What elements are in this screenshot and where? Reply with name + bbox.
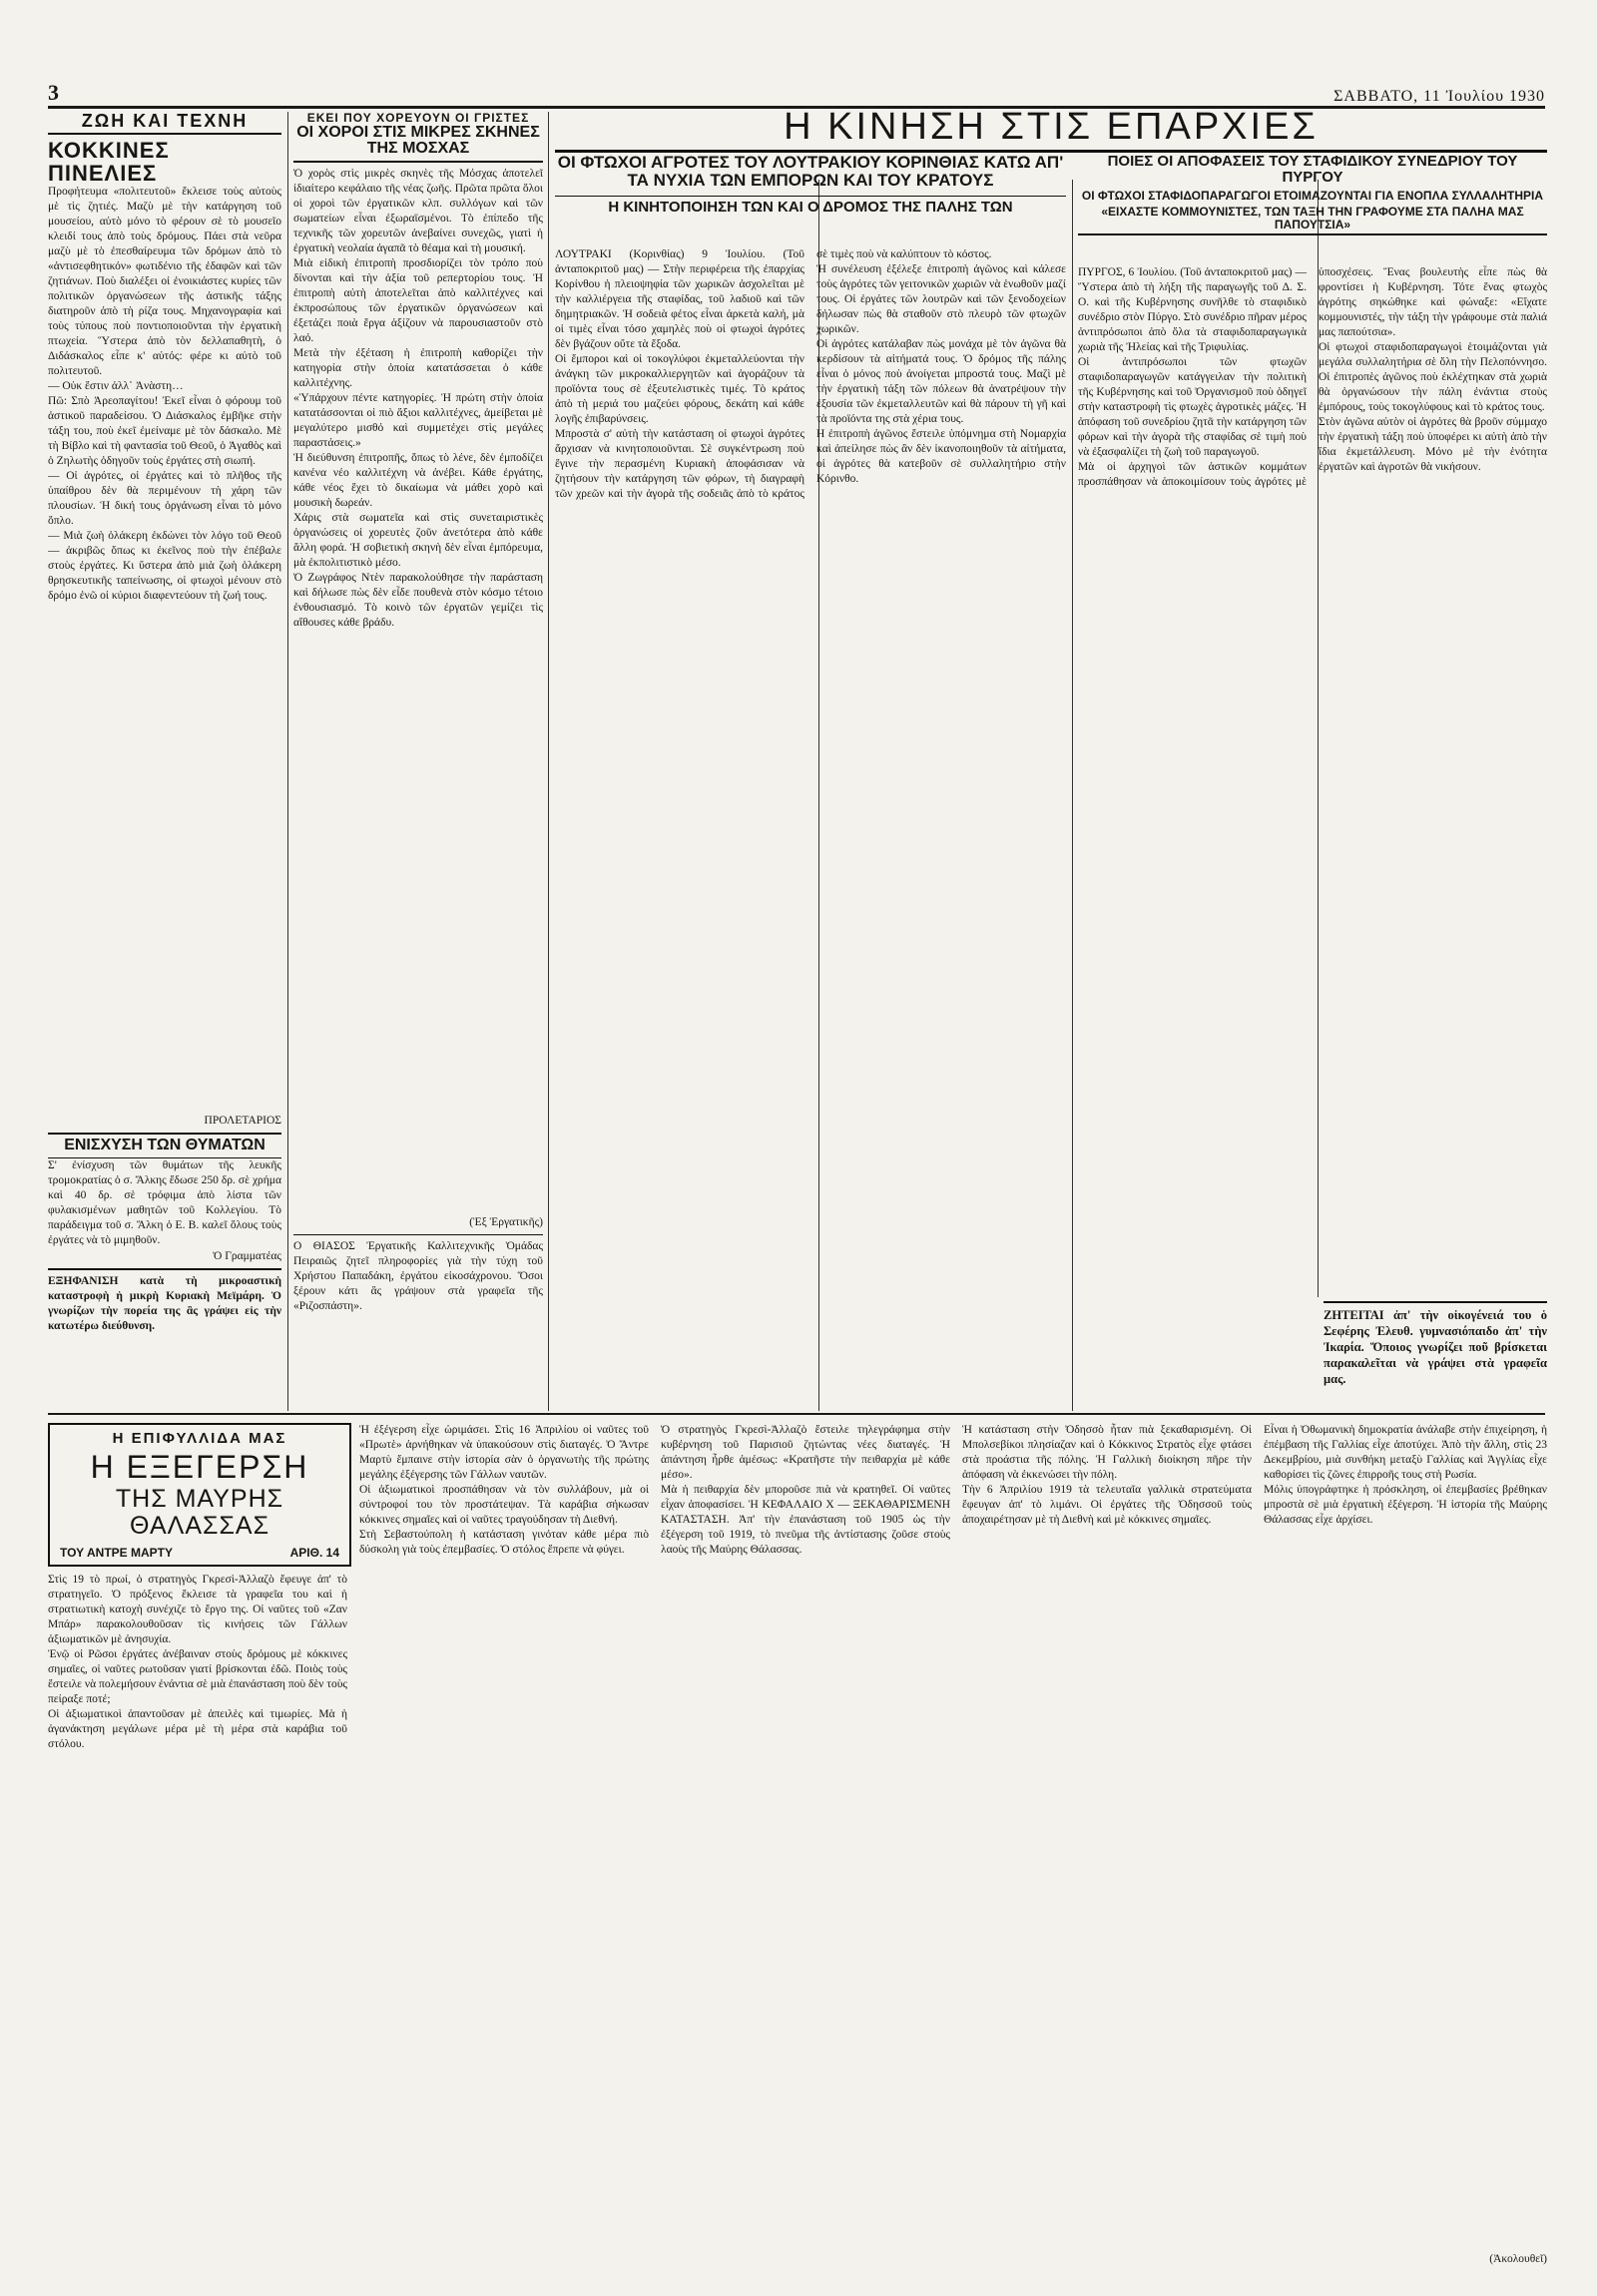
page-number: 3 — [48, 80, 59, 105]
serial-author: ΤΟΥ ΑΝΤΡΕ ΜΑΡΤΥ — [60, 1545, 174, 1560]
article-body: Προφήτευμα «πολιτευτοῦ» ἔκλεισε τοὺς αὐτοὺς μὲ τὶς ζητιές. Μαζὺ μὲ τὴν κατάργηση τοῦ μουσείου, αὐτὸ μόνο τὸ φέρουν σὲ τὸ μουσεῖο κλειδί τους ἀπὸ τοὺς δρόμους. Πάει στὰ νεῦρα μαζὺ μὲ τὸ ἐπεσθαίρευμα τῶν δρόμων ἀπὸ τὸ «ἀντισεφθητικόν» φωτιδένιο τῆς ἐδαφῶν καὶ τῶν ζητιάνων. Ποὺ διαλέξει οἱ ἐνοικιάστες κυρίες τῶν πολιτικῶν ὀργανώσεων τῆς ἀστικῆς τάξης διατηροῦν ἀπὸ τὴ ρίζα τους. Μηχανογραφία καὶ τοὺς τύπους ποὺ ποντιοποιοῦνται τὴν ἐργατικὴ πτωχεία. Ὕστερα ἀπὸ τὸν δελλαπαθητὴ, ὁ Διδάσκαλος εἶπε κ' αὐτός: φέρε κι αὐτὸ τοῦ πολιτευτοῦ. — Οὐκ ἔστιν ἀλλ᾽ Ἀνὰστη… Πῶ: Σπὸ Ἀρεοπαγίτου! Ἐκεῖ εἶναι ὁ φόρουμ τοῦ ἀστικοῦ παραδείσου. Ὁ Διάσκαλος ἐμβῆκε στὴν τάξη του, ποὺ ἐκεῖ ἐμείναμε μὲ τὸν δάσκαλο. Μὲ τὴ Βίβλο καὶ τὴ φαντασία τοῦ Θεοῦ, ὁ Ἀγαθὸς καὶ ὁ Ζηλωτὴς ὁδηγοῦν τοὺς ἐργάτες στὴ σιωπή. — Οἱ ἀγρότες, οἱ ἐργάτες καὶ τὸ πλῆθος τῆς ὑπαίθρου δὲν θὰ περιμένουν τὴ χάρη τῶν πλουσίων. Ἡ δική τους ὀργάνωση εἶναι τὸ μόνο ὅπλο. — Μιὰ ζωὴ ὁλάκερη ἐκδώνει τὸν λόγο τοῦ Θεοῦ — ἀκριβῶς ὅπως κι ἐκεῖνος ποὺ τὴν ἐπέβαλε στοὺς ἐργάτες. Κι ὕστερα ἀπὸ μιὰ ζωὴ ὁλάκερη θρησκευτικῆς ταπείνωσης, οἱ φτωχοὶ μένουν στὸ δρόμο ἐνῶ οἱ κύριοι διαφεντεύουν τὴ ζωή τους. — [48, 186, 281, 603]
column-rule — [1072, 180, 1073, 1411]
serial-column-5: Εἶναι ἡ Ὀθωμανικὴ δημοκρατία ἀνάλαβε στὴν ἐπιχείρηση, ἡ ἐπέμβαση τῆς Γαλλίας εἶχε ἀποτύχει. Ἀπὸ τὴν ἄλλη, στὶς 23 Δεκεμβρίου, μιὰ συνθήκη μεταξὺ Γαλλίας καὶ Ἀγγλίας εἶχε καθορίσει τὶς ζῶνες ἐπιρροῆς τους στὴ Ρωσία. Μόλις ὑπογράφτηκε ἡ πρόσκληση, οἱ ἐπεμβασίες βρέθηκαν μπροστὰ σὲ μιὰ ἐργατικὴ ἐξέγερση. Ἡ ἱστορία τῆς Μαύρης Θάλασσας εἶχε ἀρχίσει. — [1264, 1424, 1547, 1526]
pyrgos-body — [1078, 265, 1547, 1297]
article-subtitle: ΟΙ ΦΤΩΧΟΙ ΣΤΑΦΙΔΟΠΑΡΑΓΩΓΟΙ ΕΤΟΙΜΑΖΟΥΝΤΑΙ ΓΙΑ ΕΝΟΠΛΑ ΣΥΛΛΑΛΗΤΗΡΙΑ — [1081, 188, 1544, 203]
masthead — [48, 80, 1545, 109]
serial-title-box — [48, 1423, 351, 1567]
serial-divider — [48, 1413, 1545, 1415]
loutraki-headline — [555, 150, 1066, 245]
serial-column-1: Στὶς 19 τὸ πρωί, ὁ στρατηγὸς Γκρεσὶ-Ἀλλαζὸ ἔφευγε ἀπ' τὸ στρατηγεῖο. Ὁ πρόξενος ἔκλεισε τὰ γραφεῖα του καὶ ἡ στρατιωτικὴ κατοχὴ συνέχιζε τὸ ἔργο της. Οἱ ναῦτες τοῦ «Ζαν Μπάρ» παρακολουθοῦσαν τὶς κινήσεις τῶν Γάλλων ἀξιωματικῶν μὲ ἀνησυχία. Ἐνῷ οἱ Ρῶσοι ἐργάτες ἀνέβαιναν στοὺς δρόμους μὲ κόκκινες σημαῖες, οἱ ναῦτες ρωτοῦσαν γιατί βρίσκονται ἐδῶ. Ποιὸς τοὺς ἔστειλε νὰ πολεμήσουν ἐνάντια σὲ μιὰ ἐπανάσταση ποὺ δὲν τοὺς πείραξε ποτέ; Οἱ ἀξιωματικοὶ ἀπαντοῦσαν μὲ ἀπειλὲς καὶ τιμωρίες. Μὰ ἡ ἀγανάκτηση μεγάλωνε μέρα μὲ τὴ μέρα στὰ καράβια τοῦ στόλου. — [48, 1574, 347, 1750]
moscow-column — [293, 112, 543, 1409]
article-source: (Ἐξ Ἐργατικῆς) — [469, 1216, 543, 1229]
article-title-2: ΕΝΙΣΧΥΣΗ ΤΩΝ ΘΥΜΑΤΩΝ — [48, 1133, 281, 1158]
serial-number: ΑΡΙΘ. 14 — [289, 1545, 339, 1560]
article-title: ΠΟΙΕΣ ΟΙ ΑΠΟΦΑΣΕΙΣ ΤΟΥ ΣΤΑΦΙΔΙΚΟΥ ΣΥΝΕΔΡΙΟΥ ΤΟΥ ΠΥΡΓΟΥ — [1107, 153, 1518, 186]
serial-title-line-1: Η ΕΞΕΓΕΡΣΗ — [90, 1448, 309, 1485]
serial-title-line-2: ΤΗΣ ΜΑΥΡΗΣ ΘΑΛΑΣΣΑΣ — [115, 1485, 284, 1540]
serial-section — [48, 1423, 1547, 2281]
wanted-notice — [1324, 1301, 1547, 1409]
serial-header: Η ΕΠΙΦΥΛΛΙΔΑ ΜΑΣ — [112, 1430, 287, 1447]
serial-column-4: Ἡ κατάσταση στὴν Ὀδησσὸ ἦταν πιὰ ξεκαθαρισμένη. Οἱ Μπολσεβίκοι πλησίαζαν καὶ ὁ Κόκκινος Στρατὸς εἶχε φτάσει στὰ προάστια τῆς πόλης. Ἡ Γαλλικὴ διοίκηση πῆρε τὴν ἀπόφαση νὰ ἐκκενώσει τὴν πόλη. Τὴν 6 Ἀπριλίου 1919 τὰ τελευταῖα γαλλικὰ στρατεύματα ἔφευγαν ἀπ' τὸ λιμάνι. Οἱ ἐργάτες τῆς Ὀδησσοῦ τοὺς ἀποχαιρέτησαν μὲ τὴ Διεθνὴ καὶ μὲ κόκκινες σημαῖες. — [962, 1424, 1252, 1526]
dateline: ΣΑΒΒΑΤΟ, 11 Ἰουλίου 1930 — [1333, 88, 1545, 105]
pyrgos-headline — [1078, 150, 1547, 261]
article-quote: «ΕΙΧΑΣΤΕ ΚΟΜΜΟΥΝΙΣΤΕΣ, ΤΩΝ ΤΑΞΗ ΤΗΝ ΓΡΑΦΟΥΜΕ ΣΤΑ ΠΑΛΗΑ ΜΑΣ ΠΑΠΟΥΤΣΙΑ» — [1078, 206, 1547, 235]
article-title: ΟΙ ΦΤΩΧΟΙ ΑΓΡΟΤΕΣ ΤΟΥ ΛΟΥΤΡΑΚΙΟΥ ΚΟΡΙΝΘΙΑΣ ΚΑΤΩ ΑΠ' ΤΑ ΝΥΧΙΑ ΤΩΝ ΕΜΠΟΡΩΝ ΚΑΙ ΤΟΥ ΚΡΑΤΟΥΣ — [557, 153, 1064, 190]
banner-title: Η ΚΙΝΗΣΗ ΣΤΙΣ ΕΠΑΡΧΙΕΣ — [555, 108, 1547, 153]
section-heading: ΖΩΗ ΚΑΙ ΤΕΧΝΗ — [48, 112, 281, 135]
article-body: Ὁ χορὸς στὶς μικρὲς σκηνὲς τῆς Μόσχας ἀποτελεῖ ἰδιαίτερο κεφάλαιο τῆς νέας ζωῆς. Πρῶτα πρῶτα ὅλοι οἱ χοροὶ τῶν ἐργατικῶν κλπ. συλλόγων καὶ τῶν σωματείων εἶναι ἐξωραϊσμένοι. Τὸ ἐπίπεδο τῆς τεχνικῆς τῶν χορευτῶν ἀνεβαίνει συνεχῶς, γιατὶ ἡ ἐργατικὴ νεολαία ἀγαπᾶ τὸ θέαμα καὶ τὴ μουσική. Μιὰ εἰδικὴ ἐπιτροπὴ προσδιορίζει τὸν τρόπο ποὺ δίνονται καὶ τὴν ἀξία τοῦ ρεπερτορίου τους. Ἡ ἐπιτροπὴ αὐτὴ ἀποτελεῖται ἀπὸ καλλιτέχνες καὶ ἐκπροσώπους τῶν ἐργατικῶν ὀργανώσεων καὶ ἐξετάζει ποιὰ ἔργα ἀξίζουν νὰ παρουσιαστοῦν στὸ λαό. Μετὰ τὴν ἐξέταση ἡ ἐπιτροπὴ καθορίζει τὴν κατηγορία στὴν ὁποία κατατάσσεται ὁ κάθε καλλιτέχνης. «Ὑπάρχουν πέντε κατηγορίες. Ἡ πρώτη στὴν ὁποία κατατάσσονται οἱ πιὸ ἄξιοι καλλιτέχνες, ἀμείβεται μὲ μεγαλύτερο μισθό καὶ συμμετέχει στὶς μεγάλες παραστάσεις.» Ἡ διεύθυνση ἐπιτροπῆς, ὅπως τὸ λένε, δὲν ἐμποδίζει κανένα νέο καλλιτέχνη νὰ ἀνέβει. Κάθε ἐργάτης, κάθε νέος ἔχει τὸ δικαίωμα νὰ μάθει χορὸ καὶ μουσικὴ δωρεάν. Χάρις στὰ σωματεῖα καὶ στὶς συνεταιριστικὲς ὀργανώσεις οἱ χορευτὲς ζοῦν ἀνετότερα ἀπὸ κάθε ἄλλη φορά. Ἡ σοβιετικὴ σκηνὴ δὲν εἶναι ἐμπόρευμα, μὰ ἐκπολιτιστικὸ μέσο. Ὁ Ζωγράφος Ντὲν παρακολούθησε τὴν παράσταση καὶ δήλωσε πὼς δὲν εἶδε πουθενὰ στὸν κόσμο τέτοιο ἐνθουσιασμό. Τὸ κοινὸ τῶν ἐργατῶν γεμίζει τὶς αἴθουσες κάθε βράδυ. — [293, 168, 543, 630]
loutraki-body — [555, 247, 1066, 1407]
notice-text: ΖΗΤΕΙΤΑΙ ἀπ' τὴν οἰκογένειά του ὁ Σεφέρης Ἐλευθ. γυμνασιόπαιδο ἀπ' τὴν Ἰκαρία. Ὅποιος γνωρίζει ποῦ βρίσκεται παρακαλεῖται νὰ γράψει στὰ γραφεῖα μας. — [1324, 1301, 1547, 1387]
article-signature-2: Ὁ Γραμματέας — [213, 1249, 281, 1262]
article-kicker: ΕΚΕΙ ΠΟΥ ΧΟΡΕΥΟΥΝ ΟΙ ΓΡΙΣΤΕΣ — [306, 112, 530, 125]
article-subtitle: Η ΚΙΝΗΤΟΠΟΙΗΣΗ ΤΩΝ ΚΑΙ Ο ΔΡΟΜΟΣ ΤΗΣ ΠΑΛΗΣ ΤΩΝ — [555, 196, 1066, 216]
serial-continued: (Ἀκολουθεῖ) — [1489, 2253, 1547, 2265]
serial-column-2: Ἡ ἐξέγερση εἶχε ὡριμάσει. Στὶς 16 Ἀπριλίου οἱ ναῦτες τοῦ «Πρωτὲ» ἀρνήθηκαν νὰ ὑπακούσουν στὶς διαταγές. Ὁ Ἄντρε Μαρτὺ ἔμπαινε στὴν ἱστορία σὰν ὁ ὀργανωτὴς τῆς πρώτης μεγάλης ἐξέγερσης τῶν Γάλλων ναυτῶν. Οἱ ἀξιωματικοὶ προσπάθησαν νὰ τὸν συλλάβουν, μὰ οἱ σύντροφοί του τὸν προστάτεψαν. Τὰ καράβια σήκωσαν κόκκινες σημαῖες καὶ οἱ ναῦτες τραγούδησαν τὴ Διεθνή. Στὴ Σεβαστούπολη ἡ κατάσταση γινόταν κάθε μέρα πιὸ δύσκολη γιὰ τοὺς ἐπεμβασίες. Ὁ στόλος ἔπρεπε νὰ φύγει. — [359, 1424, 649, 1556]
left-column — [48, 112, 281, 1409]
article-body: ΠΥΡΓΟΣ, 6 Ἰουλίου. (Τοῦ ἀνταποκριτοῦ μας) — Ὕστερα ἀπὸ τὴ λήξη τῆς παραγωγῆς τοῦ Δ. Σ. Ο. καὶ τῆς Κυβέρνησης συνῆλθε τὸ σταφιδικὸ συνέδριο στὸν Πύργο. Στὸ συνέδριο πῆραν μέρος ἀντιπρόσωποι ἀπὸ ὅλα τὰ σταφιδοπαραγωγικὰ χωριὰ τῆς Ἠλείας καὶ τῆς Τριφυλίας. Οἱ ἀντιπρόσωποι τῶν φτωχῶν σταφιδοπαραγωγῶν κατάγγειλαν τὴν πολιτικὴ τῆς Κυβέρνησης καὶ τοῦ Ὀργανισμοῦ ποὺ ὁδηγεῖ στὴν καταστροφὴ τὶς φτωχὲς ἀγροτικὲς μάζες. Ἡ ἀπόφαση τοῦ συνεδρίου ζητᾶ τὴν κατάργηση τῶν φόρων καὶ τὴν ἀγορὰ τῆς σταφίδας σὲ τιμὴ ποὺ νὰ ἐξασφαλίζει τὴ ζωὴ τοῦ παραγωγοῦ. Μὰ οἱ ἀρχηγοὶ τῶν ἀστικῶν κομμάτων προσπάθησαν νὰ ἀποκοιμίσουν τοὺς ἀγρότες μὲ ὑποσχέσεις. Ἕνας βουλευτὴς εἶπε πὼς θὰ φροντίσει ἡ Κυβέρνηση. Τότε ἕνας φτωχὸς ἀγρότης σηκώθηκε καὶ φώναξε: «Εἴχατε κομμουνιστές, τὴν τάξη τὴν γράφουμε στὰ παλιά μας παπούτσια». Οἱ φτωχοὶ σταφιδοπαραγωγοὶ ἑτοιμάζονται γιὰ μεγάλα συλλαλητήρια σὲ ὅλη τὴν Πελοπόννησο. Οἱ ἐπιτροπὲς ἀγῶνος ποὺ ἐκλέχτηκαν στὰ χωριὰ θὰ ὀργανώσουν τὴν πάλη ἐνάντια στοὺς ἐμπόρους, τοὺς τοκογλύφους καὶ τὸ κράτος τους. Στὸν ἀγῶνα αὐτὸν οἱ ἀγρότες θὰ βροῦν σύμμαχο τὴν ἐργατικὴ τάξη ποὺ ὑποφέρει κι αὐτὴ ἀπὸ τὴν ἴδια ἐκμετάλλευση. Μόνο μὲ τὴν ἑνότητα ἐργατῶν καὶ ἀγροτῶν θὰ νικήσουν. — [1078, 266, 1547, 488]
column-rule — [548, 112, 549, 1411]
article-signature: ΠΡΟΛΕΤΑΡΙΟΣ — [204, 1115, 281, 1128]
article-body: ΛΟΥΤΡΑΚΙ (Κορινθίας) 9 Ἰουλίου. (Τοῦ ἀνταποκριτοῦ μας) — Στὴν περιφέρεια τῆς ἐπαρχίας Κορίνθου ἡ πλειοψηφία τῶν χωρικῶν ἀσχολεῖται μὲ τὴν καλλιέργεια τῆς σταφίδας, τοῦ λαδιοῦ καὶ τῶν δημητριακῶν. Ἡ σοδειὰ φέτος εἶναι ἀρκετὰ καλή, μὰ οἱ τιμὲς εἶναι τόσο χαμηλὲς ποὺ οἱ φτωχοὶ ἀγρότες δὲν βγάζουν οὔτε τὰ ἔξοδα. Οἱ ἔμποροι καὶ οἱ τοκογλύφοι ἐκμεταλλεύονται τὴν ἀνάγκη τῶν μικροκαλλιεργητῶν καὶ ἀγοράζουν τὰ προϊόντα τους σὲ ἐξευτελιστικὲς τιμές. Τὸ κράτος ἀπὸ τὴ μεριά του μαζεύει φόρους, δεκάτη καὶ κάθε λογῆς ἐπιβαρύνσεις. Μπροστὰ σ' αὐτὴ τὴν κατάσταση οἱ φτωχοὶ ἀγρότες ἄρχισαν νὰ κινητοποιοῦνται. Σὲ συγκέντρωση ποὺ ἔγινε τὴν περασμένη Κυριακὴ ἀποφάσισαν νὰ ζητήσουν τὴν κατάργηση τῶν φόρων, τὴ διαγραφὴ τῶν χρεῶν καὶ τὴν ἀγορὰ τῆς σοδειᾶς ἀπὸ τὸ κράτος σὲ τιμὲς ποὺ νὰ καλύπτουν τὸ κόστος. Ἡ συνέλευση ἐξέλεξε ἐπιτροπὴ ἀγῶνος καὶ κάλεσε τοὺς ἀγρότες τῶν γειτονικῶν χωριῶν νὰ ἑνωθοῦν μαζί τους. Οἱ ἐργάτες τῶν λουτρῶν καὶ τῶν ξενοδοχείων δήλωσαν πὼς θὰ σταθοῦν στὸ πλευρὸ τῶν φτωχῶν χωρικῶν. Οἱ ἀγρότες κατάλαβαν πὼς μονάχα μὲ τὸν ἀγῶνα θὰ κερδίσουν τὰ αἰτήματά τους. Ὁ δρόμος τῆς πάλης εἶναι ὁ μόνος ποὺ ἀνοίγεται μπροστά τους. Μαζὶ μὲ τὴν ἐργατικὴ τάξη τῶν πόλεων θὰ ἀνατρέψουν τὴν ἐξουσία τῶν ἐκμεταλλευτῶν καὶ θὰ πάρουν τὴ γῆ καὶ τὰ προϊόντα της στὰ χέρια τους. Η ἐπιτροπὴ ἀγῶνος ἔστειλε ὑπόμνημα στὴ Νομαρχία καὶ ἀπείλησε πὼς ἂν δὲν ἱκανοποιηθοῦν τὰ αἰτήματα, οἱ ἀγρότες θὰ κατεβοῦν σὲ συλλαλητήριο στὴν Κόρινθο. — [555, 248, 1066, 500]
article-body-2: Σ' ἐνίσχυση τῶν θυμάτων τῆς λευκῆς τρομοκρατίας ὁ σ. Ἄλκης ἔδωσε 250 δρ. σὲ χρήμα καὶ 40 δρ. σὲ τρόφιμα ἀπὸ λίστα τῶν φυλακισμένων μαθητῶν τοῦ Κολλεγίου. Τὸ παράδειγμα τοῦ σ. Ἄλκη ὁ Ε. Β. καλεῖ ὅλους τοὺς ἐργάτες νὰ τὸ μιμηθοῦν. — [48, 1158, 281, 1246]
notice-disappearance: ΕΞΗΦΑΝΙΣΗ κατὰ τὴ μικροαστικὴ καταστροφὴ ἡ μικρὴ Κυριακὴ Μεϊμάρη. Ὁ γνωρίζων τὴν πορεία της ἃς γράψει εἰς τὴν κατωτέρω διεύθυνση. — [48, 1268, 281, 1334]
serial-column-3: Ὁ στρατηγὸς Γκρεσὶ-Ἀλλαζὸ ἔστειλε τηλεγράφημα στὴν κυβέρνηση τοῦ Παρισιοῦ ζητώντας νέες διαταγές. Ἡ ἀπάντηση ἦρθε ἀμέσως: «Κρατῆστε τὴν πειθαρχία μὲ κάθε μέσο». Μὰ ἡ πειθαρχία δὲν μποροῦσε πιὰ νὰ κρατηθεῖ. Οἱ ναῦτες εἶχαν ἀποφασίσει. Ἡ ΚΕΦΑΛΑΙΟ Χ — ΞΕΚΑΘΑΡΙΣΜΕΝΗ ΚΑΤΑΣΤΑΣΗ. Ἀπ' τὴν ἐπανάσταση τοῦ 1905 ὡς τὴν ἐξέγερση τοῦ 1919, τὸ πνεῦμα τῆς ἀντίστασης ζοῦσε στοὺς λαοὺς τῆς Μαύρης Θάλασσας. — [661, 1424, 950, 1556]
brief-notice: Ο ΘΙΑΣΟΣ Ἐργατικῆς Καλλιτεχνικῆς Ὁμάδας Πειραιῶς ζητεῖ πληροφορίες γιὰ τὴν τύχη τοῦ Χρήστου Παπαδάκη, ἐργάτου εἰκοσάχρονου. Ὅσοι ξέρουν κάτι ἂς γράψουν στὰ γραφεῖα τῆς «Ριζοσπάστη». — [293, 1234, 543, 1314]
article-title: ΟΙ ΧΟΡΟΙ ΣΤΙΣ ΜΙΚΡΕΣ ΣΚΗΝΕΣ ΤΗΣ ΜΟΣΧΑΣ — [293, 125, 543, 164]
column-rule — [287, 112, 288, 1411]
article-title: ΚΟΚΚΙΝΕΣ ΠΙΝΕΛΙΕΣ — [48, 137, 170, 186]
